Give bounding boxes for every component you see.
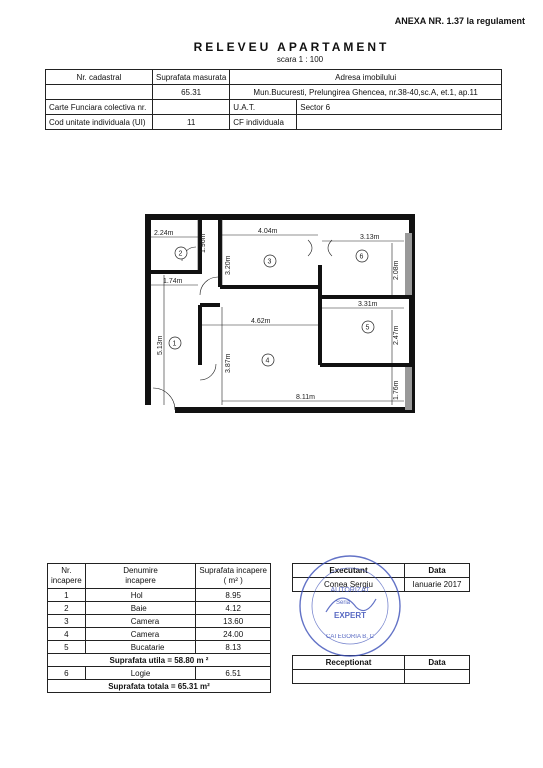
header-table xyxy=(45,69,502,130)
door-arc-1 xyxy=(200,277,218,295)
dim-404: 4.04m xyxy=(258,228,278,235)
suprafata-value: 65.31 xyxy=(153,85,230,100)
dim-247: 2.47m xyxy=(393,325,400,345)
suprafata-utila: Suprafata utila = 58.80 m ² xyxy=(48,654,271,667)
executant-name: Conea Sergiu xyxy=(293,578,405,592)
dim-176: 1.76m xyxy=(393,380,400,400)
cf-value xyxy=(297,115,502,130)
cf-label: CF individuala xyxy=(230,115,297,130)
stamp-line-2: Seria xyxy=(336,600,351,606)
dim-811: 8.11m xyxy=(296,394,315,401)
dim-462: 4.62m xyxy=(251,318,271,325)
h-data-2: Data xyxy=(405,656,470,670)
cod-ui-label: Cod unitate individuala (UI) xyxy=(46,115,153,130)
dim-208: 2.08m xyxy=(393,260,400,280)
adresa-value: Mun.Bucuresti, Prelungirea Ghencea, nr.38-40,sc.A, et.1, ap.11 xyxy=(230,85,502,100)
receptionat-name xyxy=(293,670,405,684)
cadastral-value xyxy=(46,85,153,100)
signature-mark xyxy=(326,598,376,612)
table-row: 3 Camera 13.60 xyxy=(48,615,271,628)
uat-value: Sector 6 xyxy=(297,100,502,115)
h-data: Data xyxy=(405,564,470,578)
col-suprafata: Suprafata masurata xyxy=(153,70,230,85)
carte-funciara-value xyxy=(153,100,230,115)
cod-ui-value: 11 xyxy=(153,115,230,130)
floor-plan xyxy=(130,205,430,430)
stamp-line-1: AUTORIZAT xyxy=(330,587,370,594)
annex-label: ANEXA NR. 1.37 la regulament xyxy=(394,16,525,26)
dim-387: 3.87m xyxy=(225,353,232,373)
dim-224: 2.24m xyxy=(154,230,174,237)
h-denumire: Denumire incapere xyxy=(85,564,196,589)
outer-wall xyxy=(148,217,412,410)
room-4-number: 4 xyxy=(265,357,270,365)
h-receptionat: Receptionat xyxy=(293,656,405,670)
table-row: 5 Bucatarie 8.13 xyxy=(48,641,271,654)
carte-funciara-label: Carte Funciara colectiva nr. xyxy=(46,100,153,115)
door-arc-2 xyxy=(200,364,216,380)
balcony-strip xyxy=(405,365,412,410)
room-1-number: 1 xyxy=(172,340,177,348)
dim-331: 3.31m xyxy=(358,301,378,308)
dim-313: 3.13m xyxy=(360,234,380,241)
dim-320: 3.20m xyxy=(225,255,232,275)
col-adresa: Adresa imobilului xyxy=(230,70,502,85)
h-suprafata: Suprafata incapere ( m² ) xyxy=(196,564,271,589)
table-row: 2 Baie 4.12 xyxy=(48,602,271,615)
col-cadastral: Nr. cadastral xyxy=(46,70,153,85)
rooms-table xyxy=(47,563,271,693)
room-5-number: 5 xyxy=(365,324,370,332)
receptionat-date xyxy=(405,670,470,684)
table-row: 1 Hol 8.95 xyxy=(48,589,271,602)
scale-label: scara 1 : 100 xyxy=(276,55,324,64)
h-nr: Nr. incapere xyxy=(48,564,86,589)
room-2-number: 2 xyxy=(178,250,183,258)
suprafata-totala: Suprafata totala = 65.31 m² xyxy=(48,680,271,693)
uat-label: U.A.T. xyxy=(230,100,297,115)
h-executant: Executant xyxy=(293,564,405,578)
dim-513: 5.13m xyxy=(157,335,164,355)
logia-strip xyxy=(405,233,412,295)
room-3-number: 3 xyxy=(267,258,272,266)
authorization-stamp xyxy=(296,552,404,660)
table-row: 6 Logie 6.51 xyxy=(48,667,271,680)
dim-174: 1.74m xyxy=(163,278,183,285)
bath-wall xyxy=(148,217,200,272)
stamp-line-3: EXPERT xyxy=(333,611,367,620)
door-arc-5 xyxy=(308,240,332,256)
page-title: RELEVEU APARTAMENT xyxy=(193,40,390,54)
table-row: 4 Camera 24.00 xyxy=(48,628,271,641)
executant-date: Ianuarie 2017 xyxy=(405,578,470,592)
room-6-number: 6 xyxy=(359,253,364,261)
dim-196: 1.96m xyxy=(200,233,207,253)
stamp-line-4: CATEGORIA B, C xyxy=(326,634,374,640)
